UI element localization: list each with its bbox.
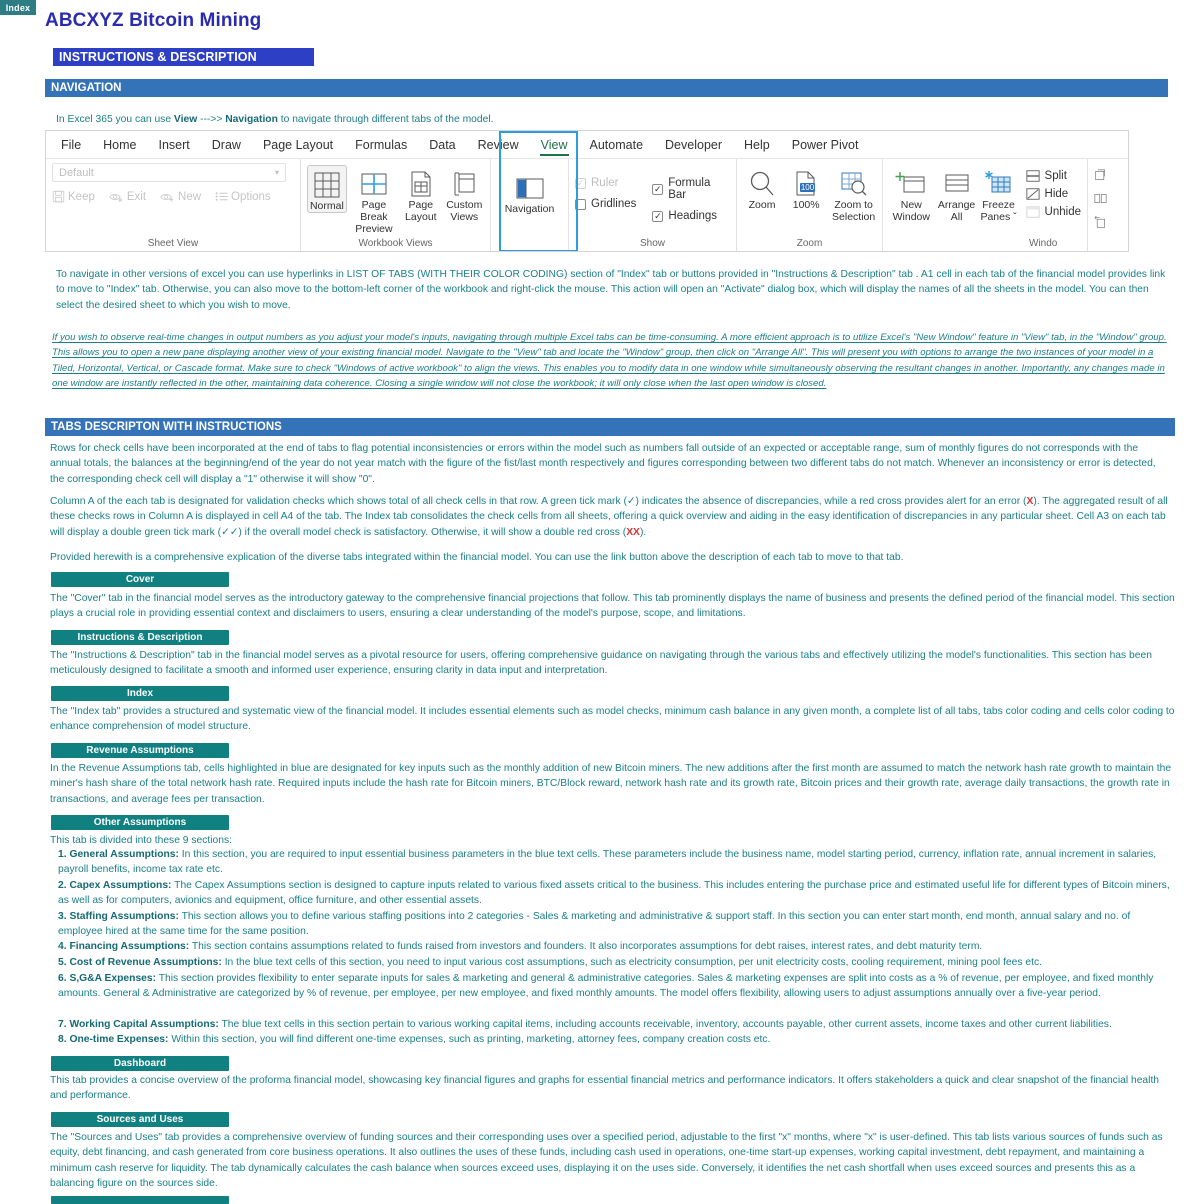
section-body-index: The "Index tab" provides a structured and systematic view of the financial model. It includes essential elements such as model checks, minimum cash balance in any given month, a complete list of all tabs, tabs color coding and cells color coding to enhance comprehension of model structure.	[50, 706, 1175, 733]
normal-view-icon	[312, 166, 342, 200]
ribbon-tab-home[interactable]: Home	[103, 137, 137, 152]
save-icon	[52, 190, 65, 203]
ribbon-tab-page-layout[interactable]: Page Layout	[262, 137, 334, 152]
section-body-instructions-description: The "Instructions & Description" tab in the financial model serves as a pivotal resource for users, offering comprehensive guidance on navigating through the various tabs and effectively utilizing the model's functionalities. This section has been meticulously designed to facilitate a smooth and informed user experience, ensuring clarity in data input and interpretation.	[50, 650, 1152, 677]
section-body-revenue-assumptions: In the Revenue Assumptions tab, cells highlighted in blue are designated for key inputs such as the monthly addition of new Bitcoin miners. The new additions after the first month are assumed to match the network hash rate growth to maintain the miner's hash share of the total network hash rate. Required inputs include the hash rate for Bitcoin miners, BTC/Block reward, network hash rate and its growth rate, Bitcoin prices and their growth rate, average daily transactions, the growth rate in transactions, and average fees per transaction.	[50, 763, 1172, 805]
section-body-dashboard: This tab provides a concise overview of the proforma financial model, showcasing key financial figures and graphs for essential financial metrics and performance indicators. It offers stakeholders a quick and clear snapshot of the financial health and performance.	[50, 1075, 1160, 1102]
ribbon-tab-draw[interactable]: Draw	[211, 137, 241, 152]
eye-new-icon	[160, 191, 175, 203]
other-assumption-item-4-title: 4. Financing Assumptions:	[58, 941, 190, 952]
ribbon-group-navigation	[491, 159, 569, 252]
paragraph-new-window-feature: If you wish to observe real-time changes in output numbers as you adjust your model's inputs, navigating through multiple Excel tabs can be time-consuming. A more efficient approach is to utilize Excel's "New Window" feature in "View" tab, in the "Window" group. This allows you to open a new pane displaying another view of your existing financial model. Navigate to the "View" tab and locate the "Window" group, then click on "Arrange All". This will present you with options to arrange the two instances of your model in a Tiled, Horizontal, Vertical, or Cascade format. Make sure to check "Windows of active workbook" to align the views. This enables you to modify data in one window while simultaneously observing the resultant changes in another. Importantly, any changes made in one window are instantly reflected in the other, maintaining data coherence. Closing a single window will not close the workbook; it will only close when the last open window is closed.	[52, 332, 1167, 389]
column-a-text-2: ). The aggregated result of all these checks rows in Column A is displayed in cell A4 of the tab. The Index tab consolidates the check cells from all sheets, offering a quick overview and aiding in the easy identification of discrepancies in any particular sheet. Cell A3 on each tab will display a double green tick mark (✓✓) if the overall model check is satisfactory. Otherwise, it will show a double red cross (	[50, 496, 1168, 538]
paragraph-check-rows: Rows for check cells have been incorporated at the end of tabs to flag potential inconsistencies or errors within the model such as numbers fall outside of an expected or acceptable range, sum of monthly figures do not corresponds with the annual totals, the balances at the beginning/end of the year do not year match with the figure of the fist/last month respectively and figures corresponding between two different tabs do not match. Whenever an inconsistency or error is detected, the corresponding check cell will display a "1" otherwise it will show "0".	[50, 443, 1156, 485]
split-button[interactable]	[1026, 169, 1081, 183]
unhide-icon	[1026, 205, 1040, 219]
checkbox-icon	[575, 199, 586, 210]
ribbon-group-window	[883, 159, 1088, 252]
sheet-view-exit-label: Exit	[126, 190, 147, 203]
switch-windows-icon[interactable]	[1094, 169, 1122, 182]
hide-icon	[1026, 187, 1040, 201]
ribbon-tab-insert[interactable]: Insert	[158, 137, 190, 152]
hide-label: Hide	[1044, 188, 1069, 200]
ribbon-tab-view[interactable]: View	[530, 131, 579, 159]
other-assumption-item-2	[58, 878, 1175, 909]
sheet-view-keep-label: Keep	[68, 190, 95, 203]
ribbon-group-clipped	[1088, 159, 1128, 252]
zoom-100-label: 100%	[792, 199, 820, 211]
other-assumption-item-1-text: In this section, you are required to input essential business parameters in the blue text cells. These parameters include the business name, model starting period, currency, inflation rate, annual increment in salaries, payroll benefits, income tax rate etc.	[58, 849, 1157, 876]
tab-link-sources-and-uses[interactable]: Sources and Uses	[51, 1112, 229, 1127]
show-headings-label: Headings	[668, 210, 717, 222]
sheet-view-select[interactable]	[52, 163, 286, 182]
new-window-button[interactable]	[889, 165, 934, 223]
navigation-pane-icon	[514, 169, 546, 203]
split-icon	[1026, 169, 1040, 183]
ribbon-group-show	[569, 159, 737, 252]
zoom-100-button[interactable]	[787, 165, 825, 211]
other-assumption-item-4	[58, 939, 1175, 954]
workbook-view-page-break-preview-label: Page Break Preview	[355, 199, 393, 235]
nav-intro-mid: --->>	[197, 114, 226, 125]
list-options-icon	[215, 191, 228, 202]
other-assumption-item-8	[58, 1032, 1175, 1047]
svg-text:100: 100	[801, 183, 815, 192]
sheet-view-keep-button[interactable]	[52, 190, 95, 203]
workbook-view-custom-views-label: Custom Views	[446, 199, 483, 223]
tab-link-next-clipped[interactable]	[51, 1196, 229, 1204]
sheet-view-select-value: Default	[59, 166, 94, 179]
ribbon-tab-strip	[46, 131, 1128, 159]
page-title: ABCXYZ Bitcoin Mining	[45, 10, 262, 31]
ribbon-tab-review[interactable]: Review	[477, 137, 519, 152]
show-gridlines-label: Gridlines	[591, 198, 637, 210]
excel-ribbon-image	[45, 130, 1129, 252]
zoom-100-icon	[792, 165, 820, 199]
zoom-button[interactable]	[743, 165, 781, 211]
workbook-view-custom-views-button[interactable]	[445, 165, 484, 223]
workbook-view-page-layout-button[interactable]	[401, 165, 440, 223]
workbook-view-page-layout-label: Page Layout	[405, 199, 437, 223]
custom-views-icon	[450, 165, 478, 199]
arrange-all-label: Arrange All	[937, 199, 976, 223]
ribbon-tab-data[interactable]: Data	[429, 137, 456, 152]
other-assumption-item-2-text: The Capex Assumptions section is designed to capture inputs related to various fixed assets critical to the business. This includes entering the purchase price and estimated useful life for different types of Bitcoin miners, as well as for computers, avionics and equipment, office furniture, and other essential assets.	[58, 880, 1170, 907]
other-assumption-item-1-title: 1. General Assumptions:	[58, 849, 179, 860]
ribbon-tab-developer[interactable]: Developer	[665, 137, 723, 152]
arrange-all-button[interactable]	[938, 165, 976, 223]
freeze-panes-icon	[984, 165, 1014, 199]
page-break-preview-icon	[359, 165, 389, 199]
show-formula-bar-label: Formula Bar	[668, 177, 711, 201]
nav-intro-pre: In Excel 365 you can use	[56, 114, 174, 125]
other-assumption-item-5	[58, 955, 1175, 970]
index-tab-button[interactable]: Index	[0, 0, 36, 15]
ribbon-tab-power-pivot[interactable]: Power Pivot	[791, 137, 859, 152]
show-formula-bar-checkbox[interactable]	[652, 177, 730, 201]
column-a-text-3: ).	[639, 526, 647, 538]
workbook-views-group-label: Workbook Views	[358, 238, 433, 249]
navigation-button-label: Navigation	[504, 203, 555, 215]
hide-button[interactable]	[1026, 187, 1081, 201]
zoom-to-selection-icon	[839, 165, 869, 199]
show-gridlines-checkbox[interactable]	[575, 198, 636, 210]
other-assumption-item-5-text: In the blue text cells of this section, you need to input various cost assumptions, such as electricity consumption, per unit electricity costs, cooling requirement, mining pool fees etc.	[221, 957, 1042, 968]
ribbon-group-workbook-views	[301, 159, 491, 252]
tabs-description-banner: TABS DESCRIPTON WITH INSTRUCTIONS	[45, 418, 1175, 436]
other-assumption-item-3-title: 3. Staffing Assumptions:	[58, 911, 179, 922]
checkbox-icon	[652, 184, 663, 195]
workbook-view-normal-button[interactable]	[307, 165, 347, 213]
show-ruler-label: Ruler	[591, 177, 619, 189]
eye-exit-icon	[109, 191, 124, 203]
other-assumption-item-6-title: 6. S,G&A Expenses:	[58, 973, 157, 984]
ribbon-tab-help[interactable]: Help	[744, 137, 770, 152]
tab-link-revenue-assumptions[interactable]: Revenue Assumptions	[51, 743, 229, 758]
workbook-view-page-break-preview-button[interactable]	[351, 165, 397, 235]
ribbon-group-sheet-view	[46, 159, 301, 252]
sheet-view-new-label: New	[178, 190, 202, 203]
paragraph-provided-herewith: Provided herewith is a comprehensive explication of the diverse tabs integrated within the financial model. You can use the link button above the description of each tab to move to that tab.	[50, 552, 904, 563]
other-assumption-item-7	[58, 1017, 1175, 1032]
page-layout-icon	[407, 165, 435, 199]
other-assumption-item-8-title: 8. One-time Expenses:	[58, 1034, 169, 1045]
ribbon-body	[46, 159, 1128, 252]
double-red-cross-icon: XX	[626, 526, 640, 538]
tab-link-instructions-description[interactable]: Instructions & Description	[51, 630, 229, 645]
paragraph-navigate-other-versions: To navigate in other versions of excel you can use hyperlinks in LIST OF TABS (WITH THEIR COLOR CODING) section of "Index" tab or buttons provided in "Instructions & Description" tab . A1 cell in each tab of the financial model provides link to move to "Index" tab. Otherwise, you can also move to the bottom-left corner of the workbook and right-click the mouse. This action will open an "Activate" dialog box, which will display the names of all the sheets in the model. You can then select the desired sheet to which you wish to move.	[56, 269, 1166, 311]
zoom-to-selection-label: Zoom to Selection	[832, 199, 876, 223]
other-assumption-item-1	[58, 847, 1175, 878]
other-assumption-item-8-text: Within this section, you will find different one-time expenses, such as printing, marketing, attorney fees, company creation costs etc.	[168, 1034, 771, 1045]
checkbox-icon	[575, 178, 586, 189]
other-assumption-item-5-title: 5. Cost of Revenue Assumptions:	[58, 957, 222, 968]
instructions-description-banner: INSTRUCTIONS & DESCRIPTION	[53, 48, 314, 66]
tab-link-other-assumptions[interactable]: Other Assumptions	[51, 815, 229, 830]
synchronous-scrolling-icon[interactable]	[1094, 215, 1122, 230]
show-headings-checkbox[interactable]	[652, 210, 730, 222]
other-assumption-item-4-text: This section contains assumptions related to funds raised from investors and founders. It also incorporates assumptions for debt raises, interest rates, and debt maturity term.	[189, 941, 983, 952]
section-body-cover: The "Cover" tab in the financial model serves as the introductory gateway to the comprehensive financial projections that follow. This tab prominently displays the name of business and presents the defined period of the financial model. This section plays a crucial role in providing essential context and disclaimers to users, ensuring a clear understanding of the model's purpose, scope, and limitations.	[50, 593, 1175, 620]
ribbon-group-zoom	[737, 159, 883, 252]
nav-intro-navigation: Navigation	[225, 114, 278, 125]
freeze-panes-button[interactable]	[980, 165, 1018, 223]
unhide-button[interactable]	[1026, 205, 1081, 219]
other-assumption-item-7-title: 7. Working Capital Assumptions:	[58, 1019, 219, 1030]
other-assumption-item-3	[58, 909, 1175, 940]
show-group-label: Show	[639, 238, 665, 249]
new-window-icon	[895, 165, 927, 199]
navigation-group-label	[497, 238, 562, 251]
other-assumption-item-6	[58, 971, 1175, 1002]
tab-link-dashboard[interactable]: Dashboard	[51, 1056, 229, 1071]
chevron-down-icon: ▾	[274, 168, 279, 177]
sheet-view-options-button[interactable]	[215, 191, 271, 203]
split-label: Split	[1044, 170, 1067, 182]
nav-intro-view: View	[173, 114, 198, 125]
column-a-text-1: Column A of the each tab is designated for validation checks which shows total of all check cells in that row. A green tick mark (✓) indicates the absence of discrepancies, while a red cross provides alert for an error (	[50, 496, 1027, 507]
unhide-label: Unhide	[1044, 206, 1081, 218]
ribbon-tab-formulas[interactable]: Formulas	[355, 137, 408, 152]
show-ruler-checkbox[interactable]	[575, 177, 636, 189]
sheet-view-exit-button[interactable]	[109, 191, 146, 203]
navigation-intro-line	[56, 112, 1056, 127]
other-assumption-item-7-text: The blue text cells in this section pertain to various working capital items, including accounts receivable, inventory, accounts payable, other current assets, income taxes and other current liabilities.	[218, 1019, 1112, 1030]
other-assumption-item-3-text: This section allows you to define various staffing positions into 2 categories - Sales & marketing and administrative & support staff. In this section you can enter start month, end month, annual salary and no. of employee hired at the same time for the same position.	[58, 911, 1131, 938]
magnifier-icon	[747, 165, 777, 199]
paragraph-column-a-validation	[50, 494, 1175, 540]
zoom-group-label: Zoom	[796, 238, 823, 249]
view-side-by-side-icon[interactable]	[1094, 192, 1122, 205]
ribbon-tab-file[interactable]: File	[61, 137, 82, 152]
navigation-button[interactable]	[498, 169, 562, 215]
section-body-sources-and-uses: The "Sources and Uses" tab provides a comprehensive overview of funding sources and their corresponding uses over a specified period, adjustable to the first "x" months, where "x" is user-defined. This tab lists various sources of funds such as equity, debt financing, and cash generated from core business operations. It also outlines the uses of these funds, including cash used in operations, one-time start-up expenses, working capital investment, debt repayment, and maintaining a minimum cash reserve for liquidity. The tab dynamically calculates the cash balance when sources exceed uses, displaying it on the uses side. Conversely, it identifies the net cash shortfall when uses exceed sources and presents this as a balancing figure on the sources side.	[50, 1132, 1163, 1189]
sheet-view-options-label: Options	[231, 190, 271, 203]
other-assumption-item-6-text: This section provides flexibility to enter separate inputs for sales & marketing and general & administrative categories. Sales & marketing expenses are split into costs as a % of revenue, per employee, and fixed monthly amounts. General & Administrative are categorized by % of revenue, per employee, per new employee, and fixed monthly amounts. The model offers flexibility, allowing users to adjust assumptions annually over a five-year period.	[58, 973, 1154, 1000]
sheet-view-group-label: Sheet View	[147, 238, 199, 249]
sheet-view-new-button[interactable]	[160, 191, 201, 203]
other-assumption-item-2-title: 2. Capex Assumptions:	[58, 880, 172, 891]
arrange-all-icon	[942, 165, 972, 199]
checkbox-icon	[652, 211, 663, 222]
tab-link-cover[interactable]: Cover	[51, 572, 229, 587]
navigation-banner: NAVIGATION	[45, 79, 1168, 97]
new-window-label: New Window	[892, 199, 930, 223]
zoom-to-selection-button[interactable]	[831, 165, 876, 223]
zoom-button-label: Zoom	[748, 199, 776, 211]
window-group-label: Windo	[1029, 238, 1058, 249]
tab-link-index[interactable]: Index	[51, 686, 229, 701]
workbook-view-normal-label: Normal	[309, 200, 344, 212]
nav-intro-post: to navigate through different tabs of the model.	[277, 114, 494, 125]
section-intro-other-assumptions: This tab is divided into these 9 sections:	[50, 835, 233, 846]
freeze-panes-label: Freeze Panes ˇ	[980, 199, 1017, 223]
ribbon-tab-automate[interactable]: Automate	[589, 137, 644, 152]
red-cross-icon: X	[1026, 496, 1034, 507]
